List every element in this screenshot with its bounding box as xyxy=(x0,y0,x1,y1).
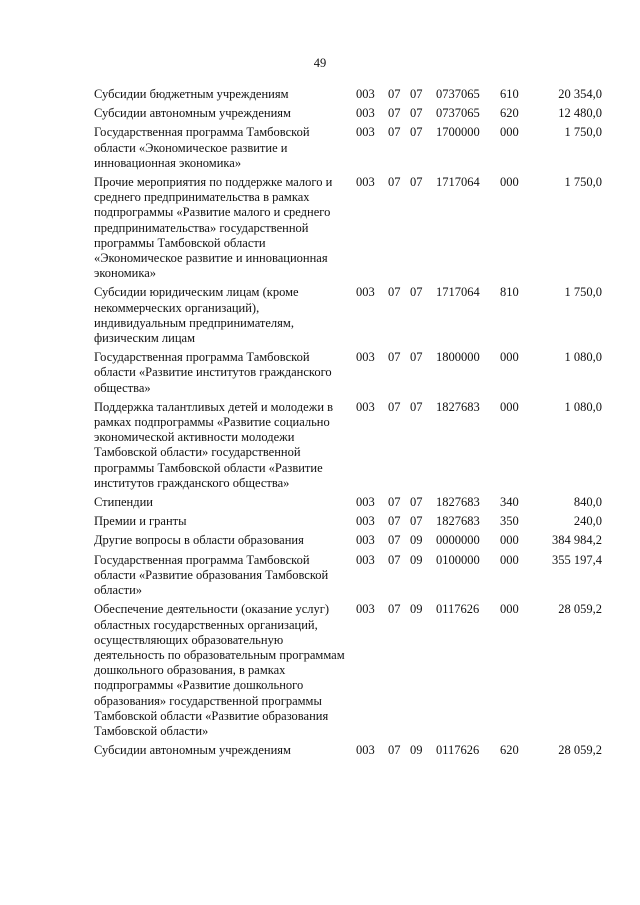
target-article-code: 1827683 xyxy=(436,514,480,529)
amount: 1 750,0 xyxy=(564,175,602,190)
row-name: Обеспечение деятельности (оказание услуг) областных государственных организаций, осуществляющих образовательную деятельность по образовательным программам дошкольного образования, в рамках подпрограммы «Развитие дошкольного образования» государственной программы Тамбовской области «Развитие образования Тамбовской области» xyxy=(94,602,345,738)
subsection-code: 09 xyxy=(410,552,423,567)
target-article-code: 0000000 xyxy=(436,533,480,548)
table-row xyxy=(94,553,602,603)
row-name: Стипендии xyxy=(94,495,153,510)
amount: 1 080,0 xyxy=(564,350,602,365)
row-name: Субсидии автономным учреждениям xyxy=(94,106,291,121)
grbs-code: 003 xyxy=(356,125,375,140)
row-name-cell xyxy=(94,495,356,514)
section-code: 07 xyxy=(388,175,401,190)
expense-type-code: 000 xyxy=(500,602,519,617)
row-name-cell xyxy=(94,514,356,533)
section-code-cell xyxy=(388,125,436,175)
amount: 20 354,0 xyxy=(558,87,602,101)
table-row xyxy=(94,125,602,175)
amount: 355 197,4 xyxy=(552,552,602,567)
table-row xyxy=(94,533,602,552)
table-row xyxy=(94,495,602,514)
row-name: Другие вопросы в области образования xyxy=(94,533,304,548)
section-code: 07 xyxy=(388,495,401,510)
subsection-code: 09 xyxy=(410,602,423,617)
target-article-code: 1827683 xyxy=(436,399,480,414)
grbs-code: 003 xyxy=(356,533,375,548)
expense-type-code: 620 xyxy=(500,743,519,758)
table-row xyxy=(94,106,602,125)
section-code: 07 xyxy=(388,552,401,567)
amount: 1 750,0 xyxy=(564,285,602,300)
section-code-cell xyxy=(388,495,436,514)
expense-type-code: 610 xyxy=(500,87,519,101)
target-article-code: 0100000 xyxy=(436,552,480,567)
row-name: Поддержка талантливых детей и молодежи в рамках подпрограммы «Развитие социально экономической активности молодежи Тамбовской области» государственной программы Тамбовской области «Развитие институтов гражданского общества» xyxy=(94,399,334,490)
table-row xyxy=(94,87,602,106)
row-name-cell xyxy=(94,743,356,762)
row-name: Прочие мероприятия по поддержке малого и среднего предпринимательства в рамках подпрограммы «Развитие малого и среднего предпринимательства» государственной программы Тамбовской области «Экономическое развитие и инновационная экономика» xyxy=(94,175,333,281)
expense-type-code: 000 xyxy=(500,175,519,190)
grbs-code: 003 xyxy=(356,350,375,365)
section-code-cell xyxy=(388,553,436,603)
amount: 840,0 xyxy=(573,495,602,510)
target-article-code: 1800000 xyxy=(436,350,480,365)
expense-type-code: 350 xyxy=(500,514,519,529)
target-article-code: 0117626 xyxy=(436,743,480,758)
target-article-code: 0117626 xyxy=(436,602,480,617)
expense-type-code: 810 xyxy=(500,285,519,300)
grbs-code: 003 xyxy=(356,106,375,121)
row-name-cell xyxy=(94,400,356,495)
row-name-cell xyxy=(94,350,356,400)
expense-type-code: 340 xyxy=(500,495,519,510)
table-row xyxy=(94,350,602,400)
grbs-code: 003 xyxy=(356,495,375,510)
section-code: 07 xyxy=(388,106,401,121)
amount: 12 480,0 xyxy=(558,106,602,121)
amount: 28 059,2 xyxy=(558,743,602,758)
grbs-code: 003 xyxy=(356,87,375,101)
row-name-cell xyxy=(94,87,356,106)
row-name-cell xyxy=(94,125,356,175)
section-code: 07 xyxy=(388,602,401,617)
target-article-code: 0737065 xyxy=(436,87,480,101)
subsection-code: 07 xyxy=(410,350,423,365)
amount: 1 750,0 xyxy=(564,125,602,140)
target-article-code: 1717064 xyxy=(436,285,480,300)
amount: 240,0 xyxy=(573,514,602,529)
table-row xyxy=(94,602,602,743)
row-name-cell xyxy=(94,533,356,552)
expense-type-code: 000 xyxy=(500,125,519,140)
section-code-cell xyxy=(388,87,436,106)
amount: 1 080,0 xyxy=(564,399,602,414)
section-code-cell xyxy=(388,533,436,552)
section-code-cell xyxy=(388,514,436,533)
subsection-code: 09 xyxy=(410,743,423,758)
section-code: 07 xyxy=(388,285,401,300)
section-code-cell xyxy=(388,350,436,400)
expense-type-code: 000 xyxy=(500,399,519,414)
expense-type-code: 000 xyxy=(500,533,519,548)
table-row xyxy=(94,175,602,285)
row-name: Государственная программа Тамбовской области «Развитие образования Тамбовской области» xyxy=(94,552,329,598)
section-code-cell xyxy=(388,106,436,125)
row-name: Премии и гранты xyxy=(94,514,187,529)
subsection-code: 07 xyxy=(410,495,423,510)
row-name: Государственная программа Тамбовской области «Развитие институтов гражданского общества» xyxy=(94,350,332,395)
section-code: 07 xyxy=(388,125,401,140)
grbs-code: 003 xyxy=(356,602,375,617)
row-name: Субсидии автономным учреждениям xyxy=(94,743,291,758)
subsection-code: 07 xyxy=(410,106,423,121)
expense-type-code: 000 xyxy=(500,552,519,567)
row-name-cell xyxy=(94,553,356,603)
target-article-code: 1700000 xyxy=(436,125,480,140)
section-code-cell xyxy=(388,400,436,495)
row-name: Субсидии бюджетным учреждениям xyxy=(94,87,289,101)
subsection-code: 07 xyxy=(410,87,423,101)
section-code-cell xyxy=(388,743,436,762)
subsection-code: 09 xyxy=(410,533,423,548)
subsection-code: 07 xyxy=(410,399,423,414)
amount: 384 984,2 xyxy=(552,533,602,548)
grbs-code: 003 xyxy=(356,552,375,567)
row-name-cell xyxy=(94,175,356,285)
row-name-cell xyxy=(94,602,356,743)
expense-type-code: 000 xyxy=(500,350,519,365)
grbs-code: 003 xyxy=(356,399,375,414)
section-code: 07 xyxy=(388,399,401,414)
target-article-code: 0737065 xyxy=(436,106,480,121)
subsection-code: 07 xyxy=(410,285,423,300)
section-code-cell xyxy=(388,602,436,743)
page-number: 49 xyxy=(313,56,327,70)
amount: 28 059,2 xyxy=(558,602,602,617)
table-row xyxy=(94,514,602,533)
section-code-cell xyxy=(388,285,436,350)
grbs-code: 003 xyxy=(356,285,375,300)
expense-type-code: 620 xyxy=(500,106,519,121)
grbs-code: 003 xyxy=(356,175,375,190)
table-row xyxy=(94,743,602,762)
row-name-cell xyxy=(94,285,356,350)
target-article-code: 1717064 xyxy=(436,175,480,190)
section-code: 07 xyxy=(388,514,401,529)
target-article-code: 1827683 xyxy=(436,495,480,510)
subsection-code: 07 xyxy=(410,514,423,529)
row-name: Государственная программа Тамбовской области «Экономическое развитие и инновационная экономика» xyxy=(94,125,310,170)
table-row xyxy=(94,285,602,350)
section-code-cell xyxy=(388,175,436,285)
section-code: 07 xyxy=(388,87,401,101)
budget-table xyxy=(94,87,602,762)
subsection-code: 07 xyxy=(410,125,423,140)
row-name: Субсидии юридическим лицам (кроме некоммерческих организаций), индивидуальным предпринимателям, физическим лицам xyxy=(94,285,299,346)
grbs-code: 003 xyxy=(356,743,375,758)
table-row xyxy=(94,400,602,495)
subsection-code: 07 xyxy=(410,175,423,190)
row-name-cell xyxy=(94,106,356,125)
section-code: 07 xyxy=(388,533,401,548)
section-code: 07 xyxy=(388,350,401,365)
grbs-code: 003 xyxy=(356,514,375,529)
section-code: 07 xyxy=(388,743,401,758)
